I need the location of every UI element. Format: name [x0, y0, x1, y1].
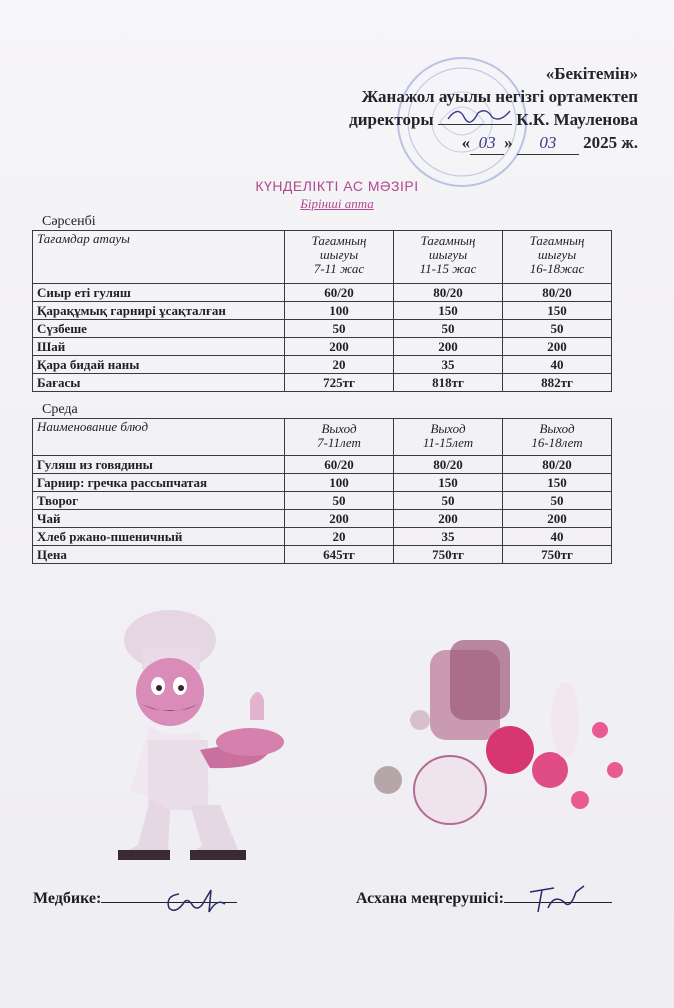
- kazakh-day-label: Сәрсенбі: [42, 214, 96, 229]
- week-subtitle: Бірінші апта: [300, 196, 374, 211]
- nurse-signature-block: [33, 890, 237, 908]
- header-line: Выход: [539, 421, 575, 436]
- food-illustration: [360, 620, 650, 850]
- table-row: [33, 338, 612, 356]
- portion-cell: 150: [394, 302, 503, 320]
- table-row: [33, 510, 612, 528]
- portion-cell: 100: [285, 302, 394, 320]
- portion-cell: 200: [503, 510, 612, 528]
- dish-name-cell: Творог: [33, 492, 285, 510]
- portion-cell: 200: [285, 510, 394, 528]
- dish-name-cell: Сиыр еті гуляш: [33, 284, 285, 302]
- header-line: 11-15лет: [422, 435, 474, 450]
- table-row: [33, 474, 612, 492]
- portion-cell: 80/20: [503, 284, 612, 302]
- nurse-label: Медбике:: [33, 890, 102, 907]
- portion-cell: 50: [503, 320, 612, 338]
- russian-header-row: [33, 419, 612, 456]
- portion-cell: 645тг: [285, 546, 394, 564]
- date-close-quote: »: [504, 133, 513, 152]
- russian-col-dish: Наименование блюд: [33, 419, 285, 456]
- dish-name-cell: Қара бидай наны: [33, 356, 285, 374]
- portion-cell: 200: [394, 338, 503, 356]
- portion-cell: 20: [285, 356, 394, 374]
- header-line: шығуы: [319, 247, 359, 262]
- school-name: Жанажол ауылы негізгі ортамектеп: [361, 87, 638, 106]
- menu-title: КҮНДЕЛІКТІ АС МӘЗІРІ: [255, 178, 419, 194]
- date-open-quote: «: [461, 133, 471, 152]
- portion-cell: 35: [394, 356, 503, 374]
- header-line: Тағамның: [420, 233, 476, 248]
- header-line: 7-11лет: [317, 435, 361, 450]
- portion-cell: 60/20: [285, 456, 394, 474]
- kazakh-col-11-15: [394, 231, 503, 284]
- portion-cell: 40: [503, 356, 612, 374]
- portion-cell: 818тг: [394, 374, 503, 392]
- table-row: [33, 528, 612, 546]
- portion-cell: 20: [285, 528, 394, 546]
- kazakh-col-16-18: [503, 231, 612, 284]
- russian-menu-table: [32, 418, 612, 564]
- table-row: [33, 284, 612, 302]
- header-line: Выход: [430, 421, 466, 436]
- header-line: 16-18лет: [531, 435, 583, 450]
- header-line: Тағамның: [529, 233, 585, 248]
- table-row: [33, 492, 612, 510]
- header-line: Выход: [321, 421, 357, 436]
- header-line: 11-15 жас: [419, 261, 477, 276]
- dish-name-cell: Чай: [33, 510, 285, 528]
- table-row: [33, 356, 612, 374]
- header-line: Тағамның: [311, 233, 367, 248]
- portion-cell: 882тг: [503, 374, 612, 392]
- portion-cell: 50: [285, 320, 394, 338]
- nurse-signature-line: [101, 902, 237, 903]
- canteen-signature-line: [504, 902, 612, 903]
- header-line: шығуы: [537, 247, 577, 262]
- portion-cell: 750тг: [503, 546, 612, 564]
- date-day: 03: [470, 131, 504, 155]
- portion-cell: 40: [503, 528, 612, 546]
- date-year: 2025 ж.: [583, 133, 638, 152]
- portion-cell: 200: [503, 338, 612, 356]
- dish-name-cell: Бағасы: [33, 374, 285, 392]
- portion-cell: 50: [285, 492, 394, 510]
- canteen-manager-signature: [524, 882, 594, 916]
- portion-cell: 150: [503, 474, 612, 492]
- portion-cell: 725тг: [285, 374, 394, 392]
- date-month: 03: [517, 131, 579, 155]
- nurse-signature: [161, 886, 231, 916]
- director-prefix: директоры: [349, 110, 434, 129]
- russian-day-label: Среда: [42, 402, 78, 417]
- portion-cell: 35: [394, 528, 503, 546]
- portion-cell: 50: [394, 492, 503, 510]
- approval-block: [349, 62, 638, 155]
- portion-cell: 80/20: [394, 456, 503, 474]
- header-line: 16-18жас: [529, 261, 585, 276]
- table-row: [33, 546, 612, 564]
- portion-cell: 50: [394, 320, 503, 338]
- portion-cell: 80/20: [394, 284, 503, 302]
- header-line: шығуы: [428, 247, 468, 262]
- portion-cell: 80/20: [503, 456, 612, 474]
- dish-name-cell: Гуляш из говядины: [33, 456, 285, 474]
- dish-name-cell: Гарнир: гречка рассыпчатая: [33, 474, 285, 492]
- header-line: 7-11 жас: [313, 261, 365, 276]
- portion-cell: 150: [503, 302, 612, 320]
- kazakh-menu-table: [32, 230, 612, 392]
- portion-cell: 200: [285, 338, 394, 356]
- kazakh-header-row: [33, 231, 612, 284]
- russian-col-16-18: [503, 419, 612, 456]
- portion-cell: 100: [285, 474, 394, 492]
- director-signature-line: [438, 109, 512, 125]
- dish-name-cell: Шай: [33, 338, 285, 356]
- canteen-manager-label: Асхана меңгерушісі:: [356, 890, 504, 907]
- dish-name-cell: Сүзбеше: [33, 320, 285, 338]
- table-row: [33, 374, 612, 392]
- table-row: [33, 320, 612, 338]
- director-signature: [444, 105, 518, 123]
- russian-col-7-11: [285, 419, 394, 456]
- russian-col-11-15: [394, 419, 503, 456]
- portion-cell: 200: [394, 510, 503, 528]
- kazakh-col-7-11: [285, 231, 394, 284]
- approve-label: «Бекітемін»: [545, 64, 638, 83]
- chef-illustration: [90, 600, 320, 870]
- portion-cell: 750тг: [394, 546, 503, 564]
- table-row: [33, 302, 612, 320]
- director-name: К.К. Мауленова: [516, 110, 638, 129]
- table-row: [33, 456, 612, 474]
- dish-name-cell: Хлеб ржано-пшеничный: [33, 528, 285, 546]
- dish-name-cell: Қарақұмық гарнирі ұсақталған: [33, 302, 285, 320]
- kazakh-col-dish: Тағамдар атауы: [33, 231, 285, 284]
- portion-cell: 60/20: [285, 284, 394, 302]
- portion-cell: 150: [394, 474, 503, 492]
- portion-cell: 50: [503, 492, 612, 510]
- dish-name-cell: Цена: [33, 546, 285, 564]
- canteen-signature-block: [356, 890, 612, 908]
